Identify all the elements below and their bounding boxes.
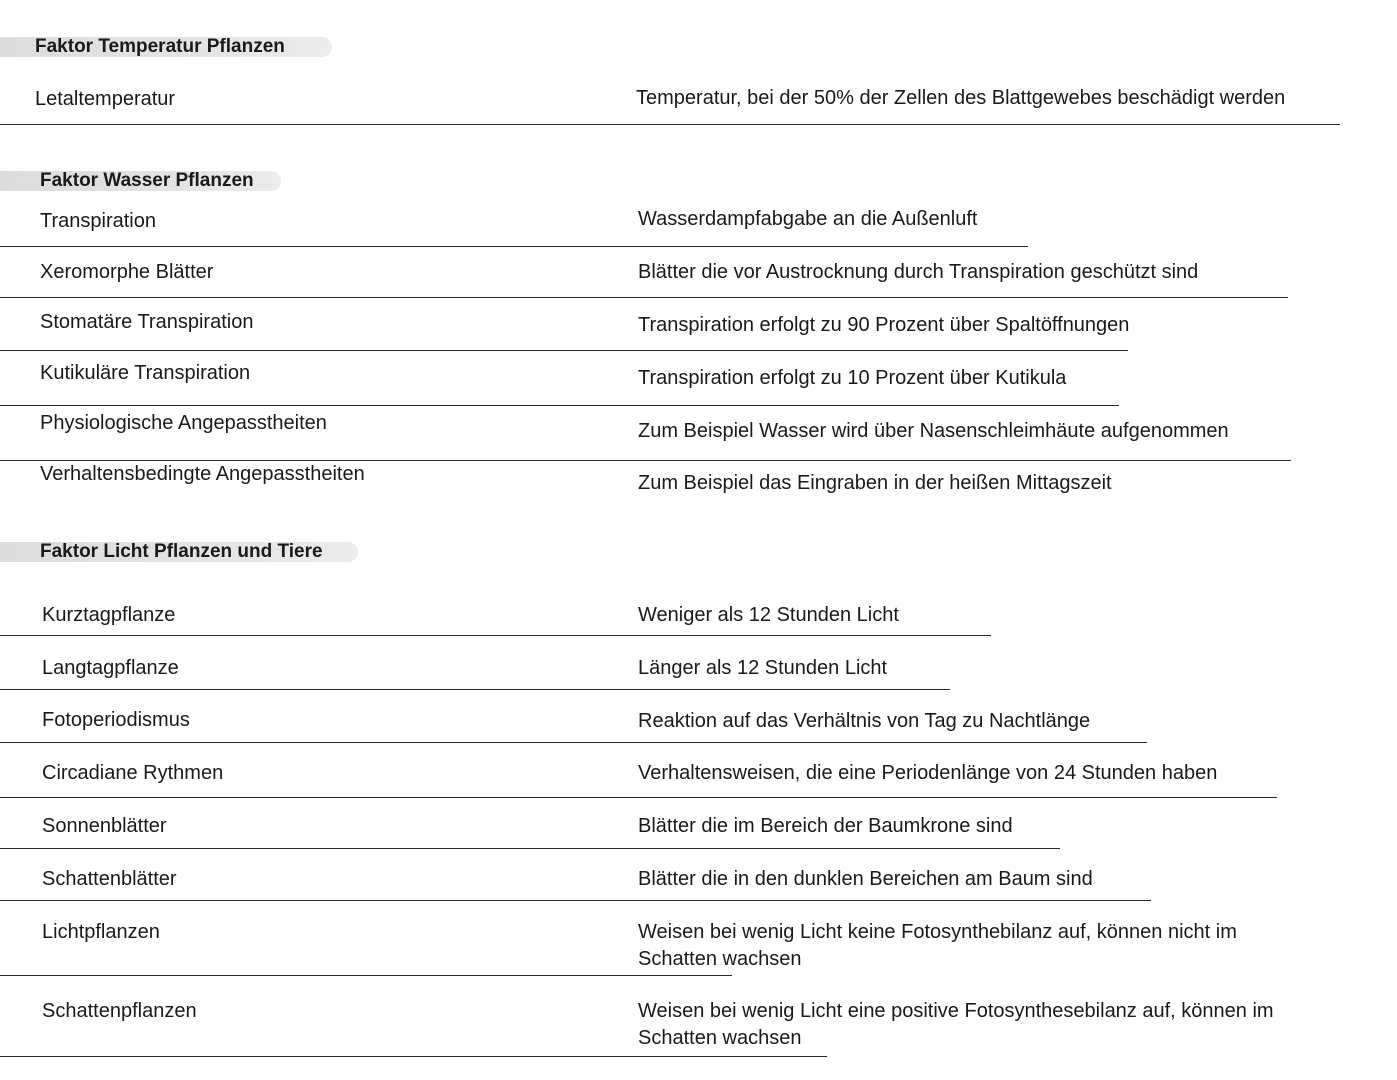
definition-fotoperiodismus: Reaktion auf das Verhältnis von Tag zu Nachtlänge (638, 710, 1091, 732)
row-divider (0, 405, 1119, 406)
row-divider (0, 900, 1151, 901)
row-divider (0, 975, 732, 976)
section-heading-licht: Faktor Licht Pflanzen und Tiere (0, 542, 358, 562)
term-circadiane-rythmen: Circadiane Rythmen (42, 762, 224, 784)
definition-xeromorphe-blaetter: Blätter die vor Austrocknung durch Transpiration geschützt sind (638, 261, 1199, 283)
definition-letaltemperatur: Temperatur, bei der 50% der Zellen des Blattgewebes beschädigt werden (636, 87, 1286, 109)
definition-physiologische-angepasstheiten: Zum Beispiel Wasser wird über Nasenschleimhäute aufgenommen (638, 420, 1229, 442)
row-divider (0, 350, 1128, 351)
row-divider (0, 635, 991, 636)
definition-lichtpflanzen: Weisen bei wenig Licht keine Fotosynthebilanz auf, können nicht im (638, 921, 1237, 943)
definition-lichtpflanzen-continued: Schatten wachsen (638, 948, 802, 970)
row-divider (0, 689, 950, 690)
row-divider (0, 297, 1288, 298)
row-divider (0, 124, 1340, 125)
term-kurztagpflanze: Kurztagpflanze (42, 604, 176, 626)
row-divider (0, 742, 1147, 743)
term-verhaltensbedingte-angepasstheiten: Verhaltensbedingte Angepasstheiten (40, 463, 365, 485)
definition-langtagpflanze: Länger als 12 Stunden Licht (638, 657, 888, 679)
row-divider (0, 797, 1277, 798)
term-transpiration: Transpiration (40, 210, 156, 232)
term-stomataere-transpiration: Stomatäre Transpiration (40, 311, 254, 333)
term-lichtpflanzen: Lichtpflanzen (42, 921, 160, 943)
definition-kutikulaere-transpiration: Transpiration erfolgt zu 10 Prozent über Kutikula (638, 367, 1067, 389)
row-divider (0, 1056, 827, 1057)
section-heading-temperatur: Faktor Temperatur Pflanzen (0, 37, 332, 57)
term-schattenblaetter: Schattenblätter (42, 868, 177, 890)
definition-schattenpflanzen: Weisen bei wenig Licht eine positive Fotosynthesebilanz auf, können im (638, 1000, 1274, 1022)
definition-verhaltensbedingte-angepasstheiten: Zum Beispiel das Eingraben in der heißen Mittagszeit (638, 472, 1112, 494)
definition-schattenblaetter: Blätter die in den dunklen Bereichen am Baum sind (638, 868, 1093, 890)
definition-kurztagpflanze: Weniger als 12 Stunden Licht (638, 604, 899, 626)
definition-sonnenblaetter: Blätter die im Bereich der Baumkrone sind (638, 815, 1013, 837)
term-schattenpflanzen: Schattenpflanzen (42, 1000, 197, 1022)
definition-stomataere-transpiration: Transpiration erfolgt zu 90 Prozent über Spaltöffnungen (638, 314, 1130, 336)
term-letaltemperatur: Letaltemperatur (35, 88, 176, 110)
term-langtagpflanze: Langtagpflanze (42, 657, 179, 679)
term-physiologische-angepasstheiten: Physiologische Angepasstheiten (40, 412, 327, 434)
definition-transpiration: Wasserdampfabgabe an die Außenluft (638, 208, 978, 230)
definition-schattenpflanzen-continued: Schatten wachsen (638, 1027, 802, 1049)
term-fotoperiodismus: Fotoperiodismus (42, 709, 190, 731)
term-xeromorphe-blaetter: Xeromorphe Blätter (40, 261, 214, 283)
row-divider (0, 848, 1060, 849)
row-divider (0, 246, 1028, 247)
term-sonnenblaetter: Sonnenblätter (42, 815, 167, 837)
section-heading-wasser: Faktor Wasser Pflanzen (0, 171, 281, 191)
term-kutikulaere-transpiration: Kutikuläre Transpiration (40, 362, 251, 384)
definition-circadiane-rythmen: Verhaltensweisen, die eine Periodenlänge von 24 Stunden haben (638, 762, 1218, 784)
